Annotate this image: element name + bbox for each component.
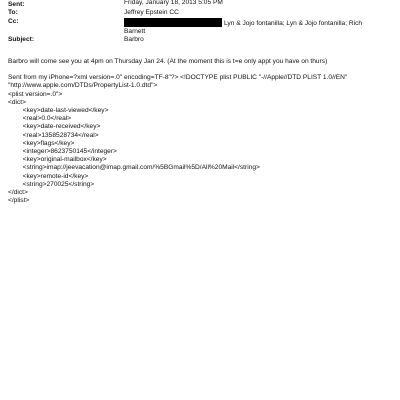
sent-from-line-1: Sent from my iPhone=?xml version=.0" encoding=TF-8"?> <!DOCTYPE plist PUBLIC "-//Apple//DTD PLIST 1.0//EN" [8,74,348,82]
plist-line: <key>flags</key> [8,139,75,147]
cc-value [124,18,376,36]
subject-label: Subject: [8,36,35,43]
plist-line: <real>1358528734</real> [8,131,99,139]
plist-line: <key>original-mailbox</key> [8,156,107,164]
plist-line: <key>remote-id</key> [8,172,89,180]
to-label: To: [8,9,18,16]
plist-line: <key>date-received</key> [8,123,101,131]
plist-block [8,91,394,206]
plist-line: </dict> [8,189,28,197]
plist-line: <string>imap://jeevacation@imap.gmail.com/%5BGmail%5D/All%20Mail</string> [8,164,260,172]
plist-line: </plist> [8,197,30,205]
plist-line: <key>date-last-viewed</key> [8,107,109,115]
plist-line: <integer>8623750145</integer> [8,148,117,156]
sent-value: Friday, January 18, 2013 5:05 PM [124,0,223,6]
redaction-block [124,18,222,27]
message-text: Barbro will come see you at 4pm on Thursday Jan 24. (At the moment this is t=e only appt you have on thurs) [8,58,328,65]
plist-line: <real>0.0</real> [8,115,72,123]
cc-value-line2: Barnett [124,28,146,35]
cc-label: Cc: [8,18,19,25]
email-body [8,58,394,205]
cc-value-line1: Lyn & Jojo fontanilla; Lyn & Jojo fontanilla; Rich [224,20,363,27]
plist-line: <string>270025</string> [8,180,95,188]
subject-value: Barbro [124,36,144,43]
plist-line: <plist version=.0"> [8,90,63,98]
to-value: Jeffrey Epstein CC [124,9,179,16]
plist-line: <dict> [8,98,26,106]
sent-label: Sent: [8,1,25,8]
sent-from-line-2: "http://www.apple.com/DTDs/PropertyList-1.0.dtd"> [8,82,158,90]
